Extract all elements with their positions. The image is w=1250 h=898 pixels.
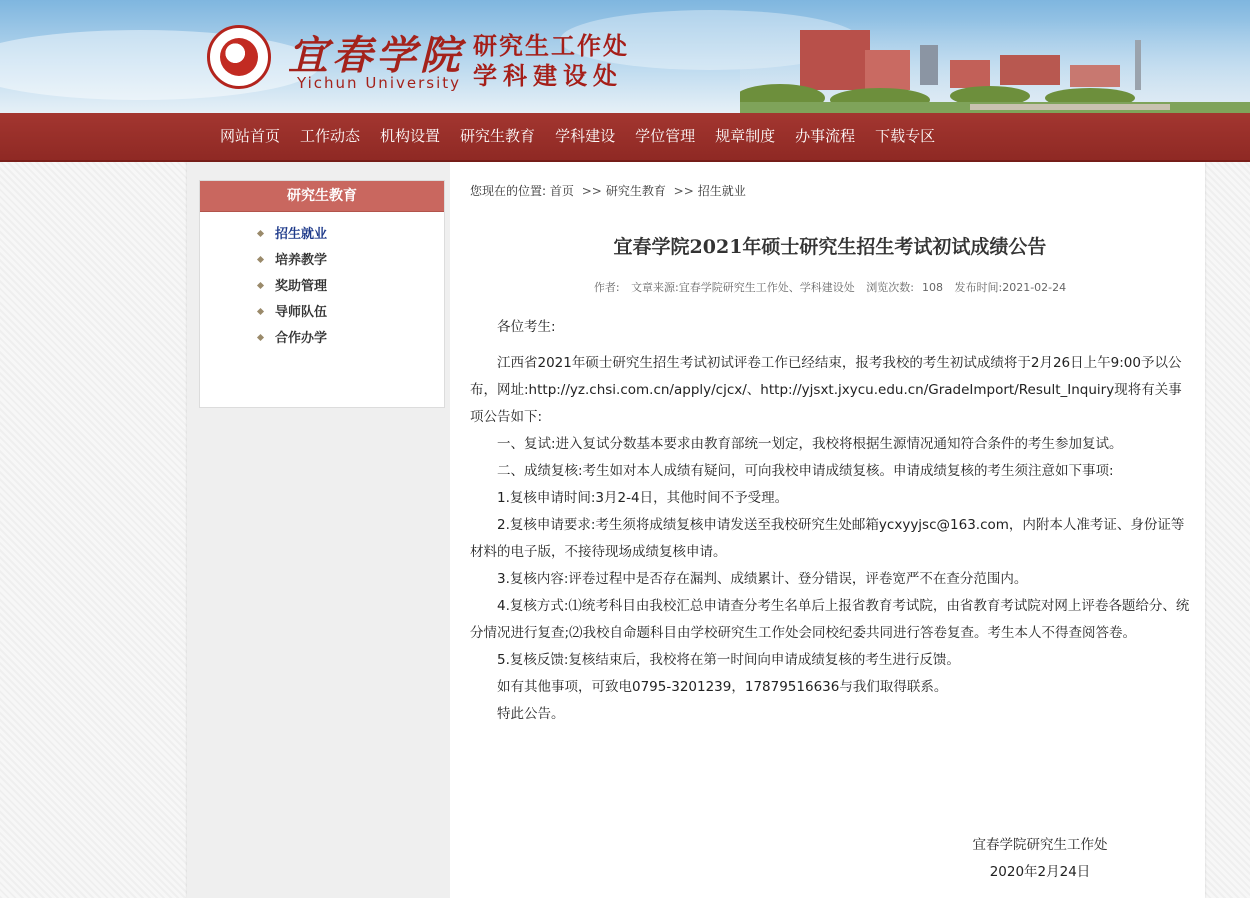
article-area (470, 162, 1190, 898)
left-column (187, 162, 450, 898)
paragraph: 3.复核内容:评卷过程中是否存在漏判、成绩累计、登分错误，评卷宽严不在查分范围内。 (497, 571, 1028, 587)
school-name-en: Yichun University (297, 74, 461, 92)
main-container (187, 162, 1205, 898)
article-body (470, 314, 1192, 728)
article-title: 宜春学院2021年硕士研究生招生考试初试成绩公告 (613, 236, 1047, 258)
paragraph: 5.复核反馈:复核结束后，我校将在第一时间向申请成绩复核的考生进行反馈。 (497, 652, 960, 668)
bullet-icon (257, 230, 264, 237)
breadcrumb-home[interactable]: 首页 (549, 184, 574, 198)
breadcrumb-prefix: 您现在的位置: (470, 184, 547, 198)
nav-regulations[interactable]: 规章制度 (715, 127, 776, 145)
sidebar-title: 研究生教育 (200, 181, 444, 212)
campus-illustration (740, 20, 1250, 113)
bullet-icon (257, 334, 264, 341)
nav-home[interactable]: 网站首页 (220, 127, 281, 145)
paragraph: 如有其他事项，可致电0795-3201239，17879516636与我们取得联系。 (497, 679, 948, 695)
article-meta (470, 279, 1190, 295)
paragraph: 江西省2021年硕士研究生招生考试初试评卷工作已经结束，报考我校的考生初试成绩将于2月26日上午9:00予以公布，网址:http://yz.chsi.com.cn/apply/cjcx/、http://yjsxt.jxycu.edu.cn/GradeImport/Result_Inquiry现将有关事项公告如下: (470, 355, 1182, 425)
sidebar-menu (199, 180, 445, 408)
sidebar-item-cooperation[interactable]: 合作办学 (258, 328, 444, 354)
breadcrumb-separator: >> (581, 184, 602, 198)
bullet-icon (257, 308, 264, 315)
nav-downloads[interactable]: 下载专区 (875, 127, 936, 145)
nav-graduate-education[interactable]: 研究生教育 (460, 127, 536, 145)
signature-block (940, 832, 1140, 886)
breadcrumb-graduate-education[interactable]: 研究生教育 (605, 184, 666, 198)
nav-organization[interactable]: 机构设置 (380, 127, 441, 145)
nav-discipline[interactable]: 学科建设 (555, 127, 616, 145)
breadcrumb-admissions[interactable]: 招生就业 (697, 184, 746, 198)
bullet-icon (257, 256, 264, 263)
university-logo[interactable] (207, 25, 271, 89)
greeting: 各位考生: (497, 319, 556, 335)
meta-source: 文章来源:宜春学院研究生工作处、学科建设处 (631, 281, 855, 294)
cloud-decoration (0, 30, 320, 100)
paragraph: 4.复核方式:⑴统考科目由我校汇总申请查分考生名单后上报省教育考试院，由省教育考试院对网上评卷各题给分、统分情况进行复查;⑵我校自命题科目由学校研究生工作处会同校纪委共同进行答卷复查。考生本人不得查阅答卷。 (470, 598, 1190, 641)
paragraph: 一、复试:进入复试分数基本要求由教育部统一划定，我校将根据生源情况通知符合条件的考生参加复试。 (497, 436, 1123, 452)
signature-date: 2020年2月24日 (989, 864, 1091, 880)
paragraph: 2.复核申请要求:考生须将成绩复核申请发送至我校研究生处邮箱ycxyyjsc@163.com，内附本人准考证、身份证等材料的电子版，不接待现场成绩复核申请。 (470, 517, 1185, 560)
meta-views: 108 (922, 281, 943, 294)
paragraph: 1.复核申请时间:3月2-4日，其他时间不予受理。 (497, 490, 789, 506)
sidebar-item-training[interactable]: 培养教学 (258, 250, 444, 276)
sidebar-item-admissions[interactable]: 招生就业 (258, 224, 444, 250)
meta-date: 发布时间:2021-02-24 (954, 281, 1067, 294)
department-name-2: 学科建设处 (473, 62, 623, 90)
breadcrumb (470, 182, 746, 199)
sidebar-item-supervisors[interactable]: 导师队伍 (258, 302, 444, 328)
header-banner (0, 0, 1250, 113)
nav-news[interactable]: 工作动态 (300, 127, 361, 145)
signature-org: 宜春学院研究生工作处 (972, 837, 1108, 853)
paragraph: 特此公告。 (497, 706, 565, 722)
nav-procedures[interactable]: 办事流程 (795, 127, 856, 145)
breadcrumb-separator: >> (673, 184, 694, 198)
paragraph: 二、成绩复核:考生如对本人成绩有疑问，可向我校申请成绩复核。申请成绩复核的考生须注意如下事项: (497, 463, 1114, 479)
nav-degree[interactable]: 学位管理 (635, 127, 696, 145)
bullet-icon (257, 282, 264, 289)
department-name-1: 研究生工作处 (473, 32, 629, 60)
school-name-cn: 宜春学院 (288, 32, 464, 79)
meta-views-label: 浏览次数: (866, 281, 914, 294)
meta-author: 作者: (593, 281, 620, 294)
sidebar-item-financial-aid[interactable]: 奖助管理 (258, 276, 444, 302)
main-nav (0, 113, 1250, 162)
